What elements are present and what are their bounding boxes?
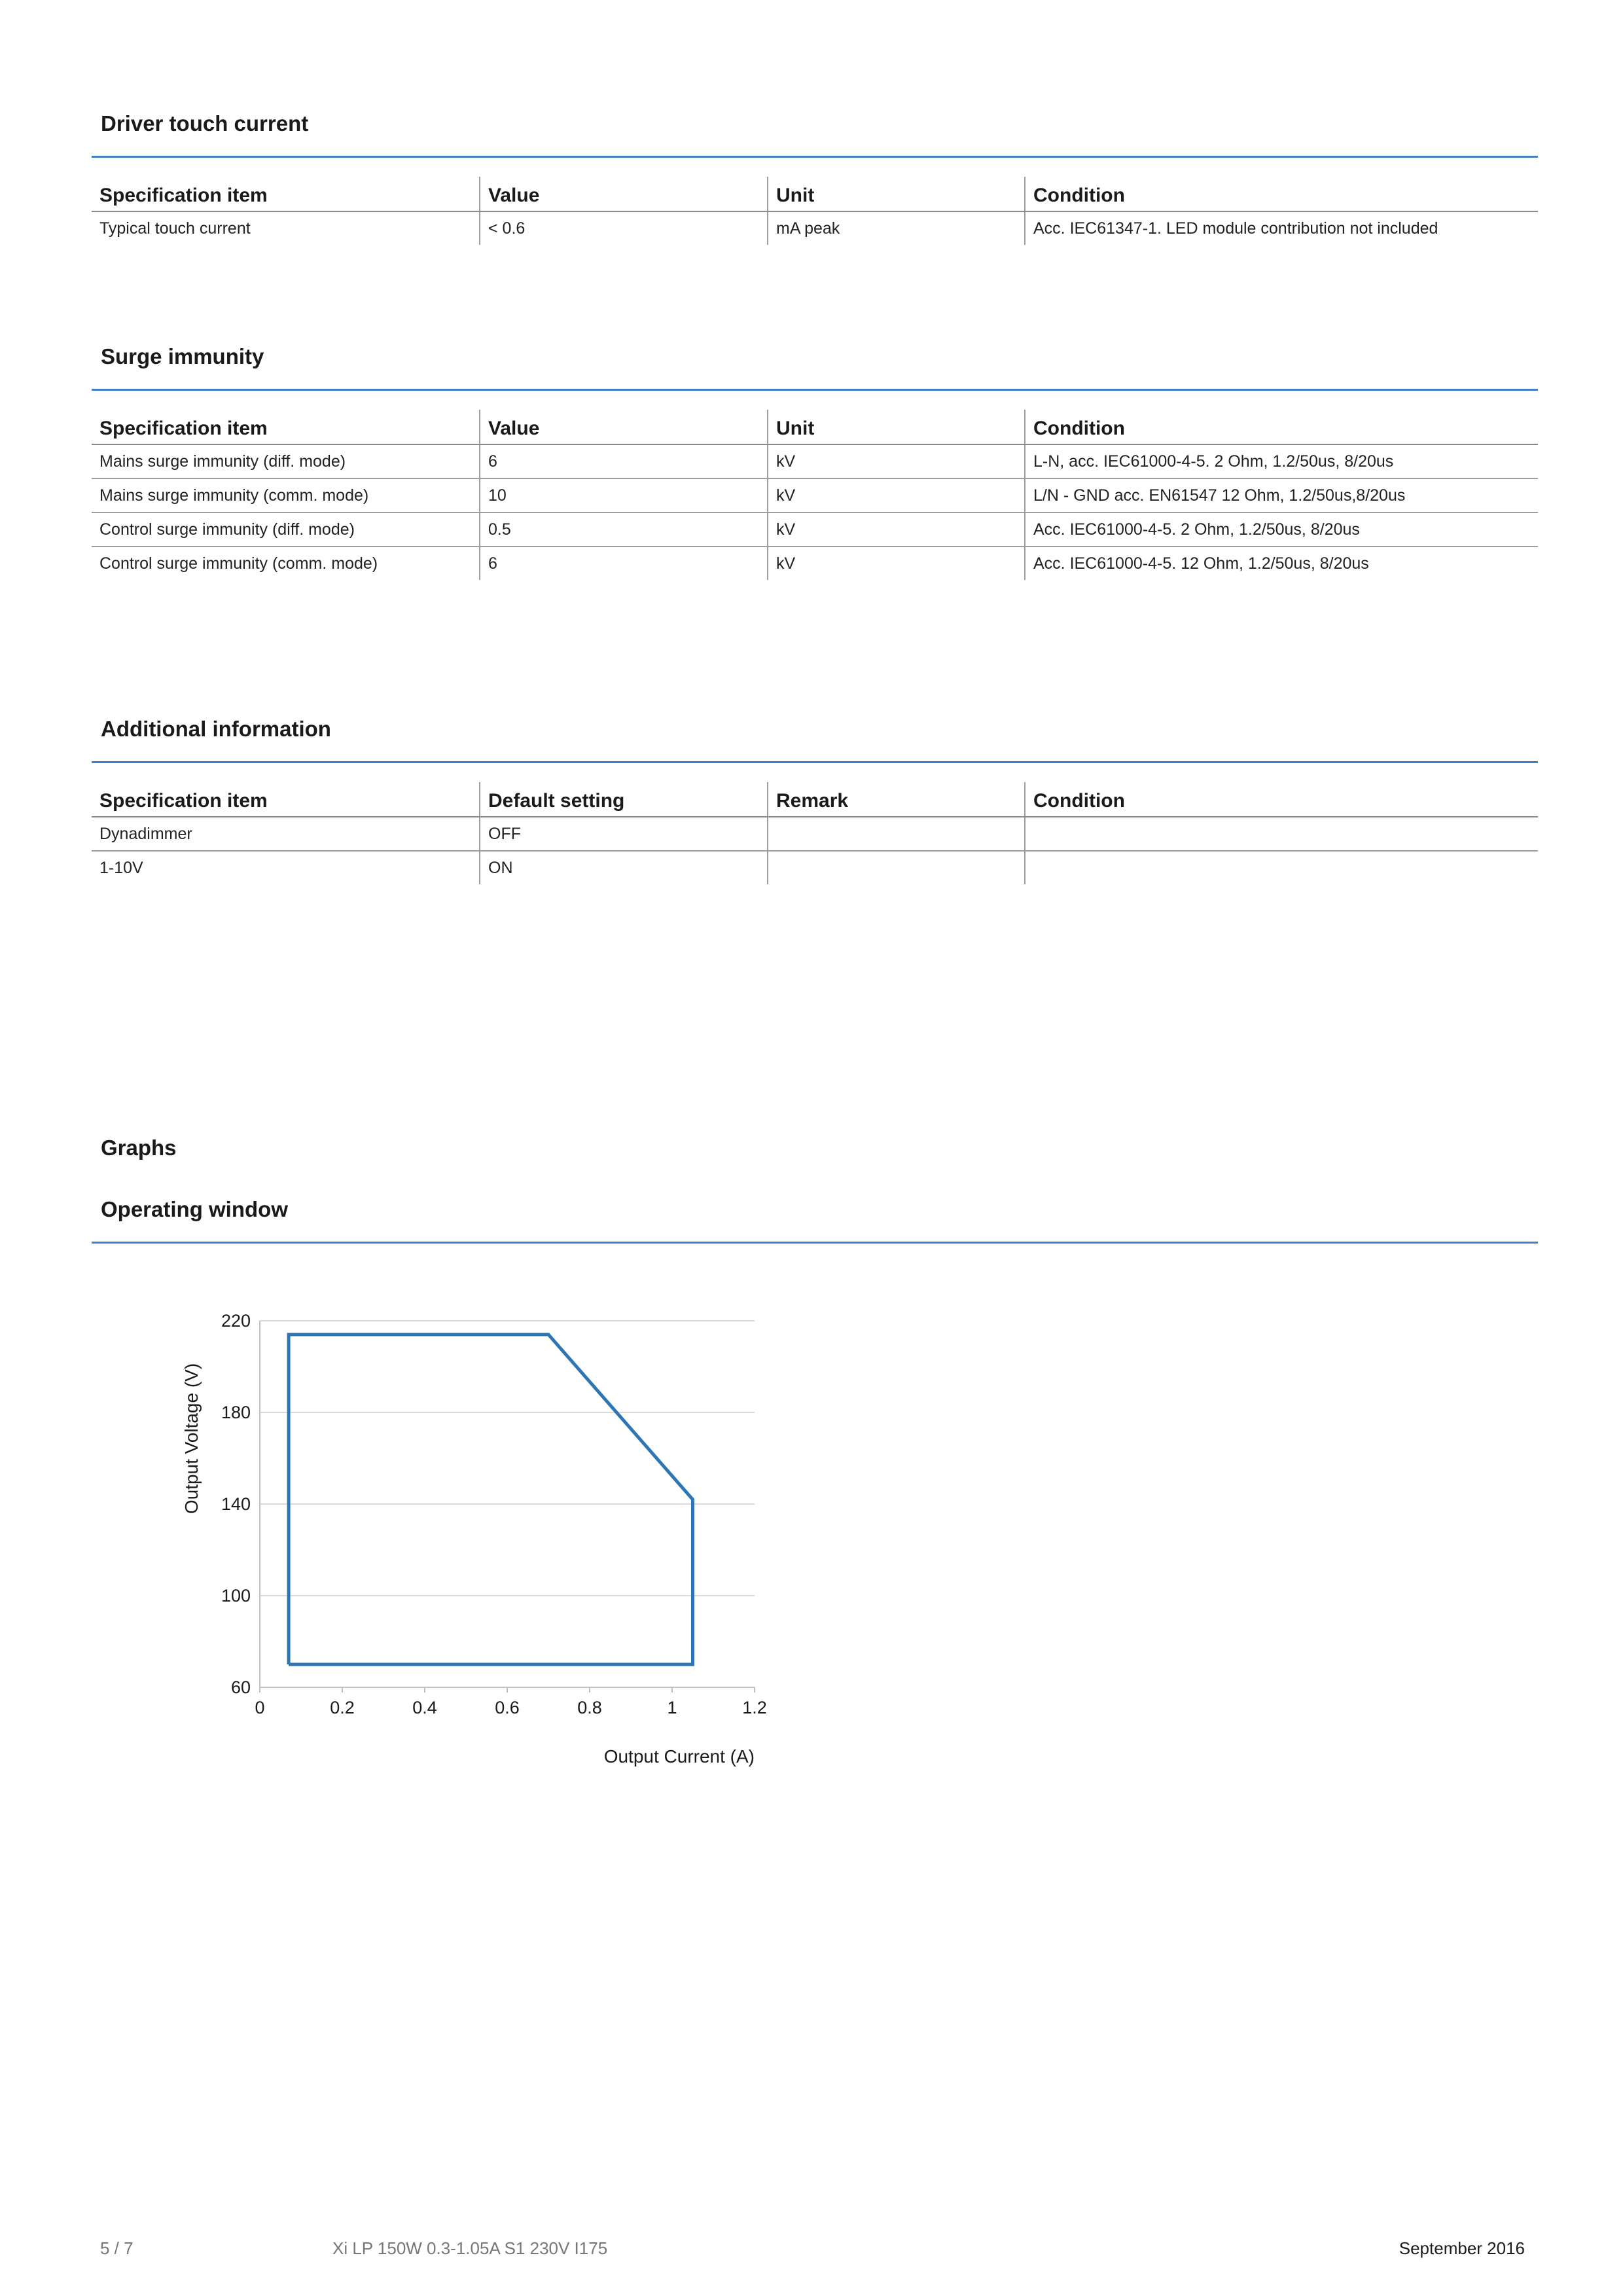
- table-cell: 6: [480, 547, 768, 580]
- y-tick-label: 180: [221, 1403, 251, 1422]
- column-header: Unit: [768, 177, 1025, 211]
- table-cell: Acc. IEC61000-4-5. 2 Ohm, 1.2/50us, 8/20us: [1025, 512, 1538, 547]
- x-tick-label: 0.2: [330, 1698, 355, 1717]
- table-cell: 1-10V: [99, 858, 143, 877]
- table-cell: mA peak: [768, 211, 1025, 245]
- additional-info-table: [92, 782, 1538, 884]
- graphs-heading: Graphs: [101, 1136, 177, 1160]
- table-cell: Control surge immunity (diff. mode): [92, 512, 480, 547]
- table-cell: Acc. IEC61000-4-5. 12 Ohm, 1.2/50us, 8/20us: [1025, 547, 1538, 580]
- x-tick-label: 0.4: [412, 1698, 437, 1717]
- table-cell: Mains surge immunity (comm. mode): [92, 478, 480, 512]
- table-row: [92, 512, 1538, 547]
- column-header: Condition: [1025, 782, 1538, 817]
- column-header: Remark: [768, 782, 1025, 817]
- operating-window-line: [289, 1335, 692, 1664]
- table-cell: Acc. IEC61347-1. LED module contribution not included: [1025, 211, 1538, 245]
- table-row: [92, 211, 1538, 245]
- table-cell: [1025, 851, 1538, 884]
- product-name: Xi LP 150W 0.3-1.05A S1 230V I175: [332, 2238, 608, 2258]
- table-cell: [1025, 817, 1538, 851]
- table-cell: [768, 817, 1025, 851]
- table-cell: ON: [480, 851, 768, 884]
- table-row: [92, 547, 1538, 580]
- x-tick-label: 1: [667, 1698, 677, 1717]
- x-tick-label: 0.6: [495, 1698, 520, 1717]
- table-header-row: [92, 177, 1538, 211]
- table-cell: L/N - GND acc. EN61547 12 Ohm, 1.2/50us,8/20us: [1025, 478, 1538, 512]
- y-tick-label: 60: [230, 1677, 251, 1697]
- table-cell: 6: [480, 444, 768, 478]
- column-header: Specification item: [92, 177, 480, 211]
- column-header: Value: [480, 177, 768, 211]
- table-cell: kV: [768, 547, 1025, 580]
- table-cell: L-N, acc. IEC61000-4-5. 2 Ohm, 1.2/50us, 8/20us: [1025, 444, 1538, 478]
- column-header: Unit: [768, 410, 1025, 444]
- table-cell: Control surge immunity (comm. mode): [99, 554, 378, 573]
- column-header: Condition: [1025, 177, 1538, 211]
- column-header: Default setting: [480, 782, 768, 817]
- surge-immunity-table: [92, 410, 1538, 580]
- table-header-row: [92, 782, 1538, 817]
- x-axis-label: Output Current (A): [603, 1746, 755, 1767]
- table-row: [92, 851, 1538, 884]
- y-tick-label: 220: [221, 1311, 251, 1331]
- table-row: [92, 478, 1538, 512]
- x-tick-label: 1.2: [742, 1698, 767, 1717]
- y-axis-label: Output Voltage (V): [181, 1363, 202, 1515]
- page-number: 5 / 7: [100, 2238, 134, 2258]
- table-cell: 10: [480, 478, 768, 512]
- touch-current-title: Driver touch current: [101, 111, 309, 135]
- x-tick-label: 0: [255, 1698, 265, 1717]
- section-divider: [92, 156, 1538, 158]
- table-cell: 0.5: [480, 512, 768, 547]
- column-header: Specification item: [92, 410, 480, 444]
- x-tick-label: 0.8: [577, 1698, 602, 1717]
- column-header: Condition: [1025, 410, 1538, 444]
- section-divider: [92, 1242, 1538, 1244]
- operating-window-title: Operating window: [101, 1197, 288, 1221]
- table-cell: < 0.6: [480, 211, 768, 245]
- section-divider: [92, 761, 1538, 763]
- table-cell: Dynadimmer: [92, 817, 480, 851]
- surge-immunity-title: Surge immunity: [101, 344, 264, 368]
- y-tick-label: 140: [221, 1494, 251, 1514]
- table-row: [92, 817, 1538, 851]
- table-cell: Mains surge immunity (diff. mode): [92, 444, 480, 478]
- table-row: [92, 444, 1538, 478]
- table-cell: Typical touch current: [99, 219, 251, 238]
- table-cell: OFF: [480, 817, 768, 851]
- publication-date: September 2016: [1399, 2238, 1525, 2258]
- column-header: Specification item: [92, 782, 480, 817]
- table-cell: kV: [768, 478, 1025, 512]
- additional-info-title: Additional information: [101, 717, 331, 741]
- table-cell: kV: [768, 512, 1025, 547]
- table-cell: kV: [768, 444, 1025, 478]
- table-header-row: [92, 410, 1538, 444]
- touch-current-table: [92, 177, 1538, 245]
- operating-window-chart: [164, 1296, 818, 1806]
- section-divider: [92, 389, 1538, 391]
- column-header: Value: [480, 410, 768, 444]
- table-cell: [768, 851, 1025, 884]
- y-tick-label: 100: [221, 1586, 251, 1605]
